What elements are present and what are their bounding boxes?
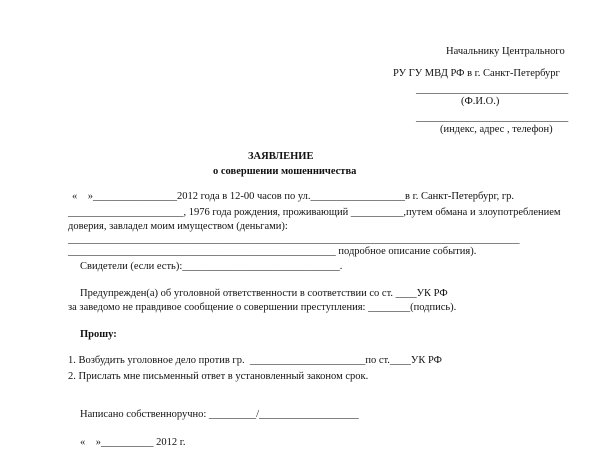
warning-line-1: Предупрежден(а) об уголовной ответственности в соответствии со ст. ____УК РФ — [80, 288, 448, 299]
body-line-5: ___________________________________________________ подробное описание события). — [68, 246, 477, 257]
body-line-1: « »________________2012 года в 12-00 часов по ул.__________________в г. Санкт-Петербург, гр. — [72, 191, 515, 202]
request-item-1: 1. Возбудить уголовное дело против гр. ______________________по ст.____УК РФ — [68, 355, 442, 366]
body-line-4: ______________________________________________________________________________________ — [68, 234, 520, 245]
addressee-line-1: Начальнику Центрального — [446, 46, 565, 57]
request-heading: Прошу: — [80, 329, 117, 340]
witnesses-line: Свидетели (если есть):______________________________. — [80, 261, 343, 272]
date-line: « »__________ 2012 г. — [80, 437, 186, 448]
addressee-name-caption: (Ф.И.О.) — [461, 96, 500, 107]
addressee-contact-caption: (индекс, адрес , телефон) — [440, 124, 553, 135]
body-line-3: доверия, завладел моим имуществом (деньгами): — [68, 221, 288, 232]
addressee-contact-blank: _____________________________ — [416, 112, 569, 123]
document-title: ЗАЯВЛЕНИЕ — [248, 151, 314, 162]
addressee-line-2: РУ ГУ МВД РФ в г. Санкт-Петербург — [393, 68, 560, 79]
signature-line: Написано собственноручно: _________/___________________ — [80, 409, 359, 420]
request-item-2: 2. Прислать мне письменный ответ в установленный законом срок. — [68, 371, 369, 382]
warning-line-2: за заведомо не правдивое сообщение о совершении преступления: ________(подпись). — [68, 302, 457, 313]
document-subtitle: о совершении мошенничества — [213, 166, 357, 177]
addressee-name-blank: _____________________________ — [416, 84, 569, 95]
body-line-2: ______________________, 1976 года рождения, проживающий __________,путем обмана и злоупотреблением — [68, 207, 561, 218]
